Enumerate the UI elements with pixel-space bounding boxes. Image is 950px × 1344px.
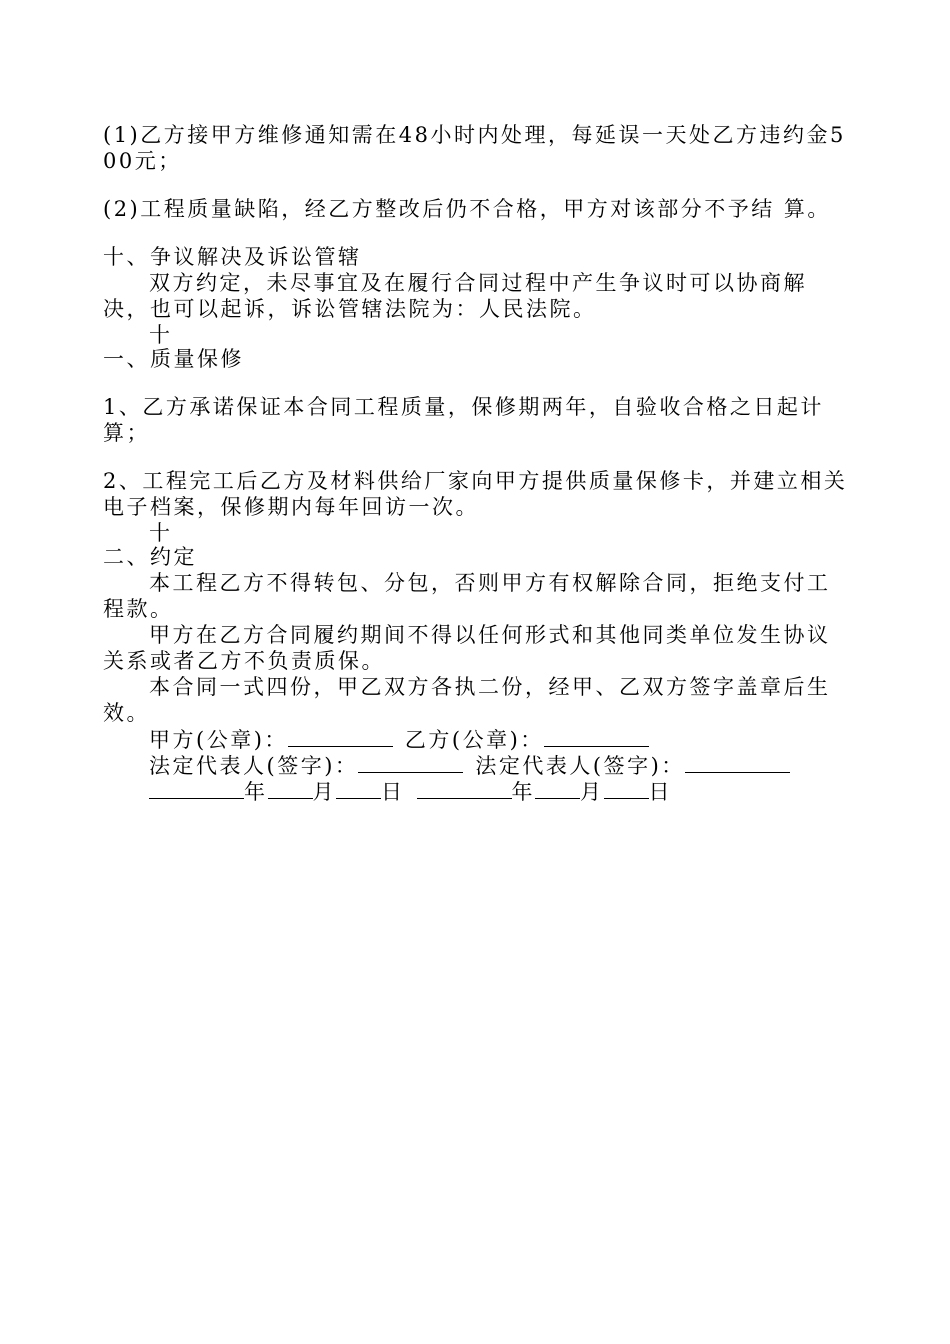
party-a-seal-blank[interactable] bbox=[288, 726, 393, 747]
year-label: 年 bbox=[511, 780, 535, 804]
party-b-rep-blank[interactable] bbox=[685, 752, 790, 773]
party-a-seal-label: 甲方(公章)： bbox=[149, 728, 288, 752]
year-label: 年 bbox=[244, 780, 268, 804]
contract-page bbox=[103, 122, 853, 804]
representative-line bbox=[103, 752, 853, 778]
month-label: 月 bbox=[312, 780, 336, 804]
party-b-seal-blank[interactable] bbox=[544, 726, 649, 747]
section-11-heading-part1: 十 bbox=[149, 323, 173, 347]
day-label: 日 bbox=[381, 780, 405, 804]
section-11-heading: 一、质量保修 bbox=[103, 347, 244, 371]
spacer bbox=[103, 222, 853, 244]
section-11-item-2: 2、工程完工后乙方及材料供给厂家向甲方提供质量保修卡，并建立相关电子档案，保修期内每年回访一次。 bbox=[103, 469, 848, 519]
spacer bbox=[103, 174, 853, 196]
party-b-month-blank[interactable] bbox=[535, 778, 580, 799]
party-b-seal-label: 乙方(公章)： bbox=[404, 728, 544, 752]
section-12-paragraph-1: 本工程乙方不得转包、分包，否则甲方有权解除合同，拒绝支付工程款。 bbox=[103, 571, 831, 621]
clause-9-item-2: (2)工程质量缺陷，经乙方整改后仍不合格，甲方对该部分不予结 算。 bbox=[103, 197, 831, 221]
section-11-item-1: 1、乙方承诺保证本合同工程质量，保修期两年，自验收合格之日起计算； bbox=[103, 395, 824, 445]
section-12-heading: 二、约定 bbox=[103, 545, 197, 569]
party-a-day-blank[interactable] bbox=[336, 778, 381, 799]
section-12-paragraph-3: 本合同一式四份，甲乙双方各执二份，经甲、乙双方签字盖章后生效。 bbox=[103, 675, 831, 725]
party-a-month-blank[interactable] bbox=[268, 778, 313, 799]
party-a-rep-blank[interactable] bbox=[358, 752, 463, 773]
party-a-year-blank[interactable] bbox=[149, 778, 244, 799]
party-b-rep-label: 法定代表人(签字)： bbox=[475, 754, 685, 778]
day-label: 日 bbox=[648, 780, 672, 804]
spacer bbox=[103, 446, 853, 468]
spacer bbox=[103, 372, 853, 394]
party-a-rep-label: 法定代表人(签字)： bbox=[149, 754, 359, 778]
seal-line bbox=[103, 726, 853, 752]
party-b-day-blank[interactable] bbox=[604, 778, 649, 799]
party-b-year-blank[interactable] bbox=[417, 778, 512, 799]
section-10-body: 双方约定，未尽事宜及在履行合同过程中产生争议时可以协商解决，也可以起诉，诉讼管辖法院为：人民法院。 bbox=[103, 271, 807, 321]
month-label: 月 bbox=[580, 780, 604, 804]
clause-9-item-1: (1)乙方接甲方维修通知需在48小时内处理，每延误一天处乙方违约金500元； bbox=[103, 123, 846, 173]
section-12-paragraph-2: 甲方在乙方合同履约期间不得以任何形式和其他同类单位发生协议关系或者乙方不负责质保。 bbox=[103, 623, 831, 673]
date-line bbox=[103, 778, 853, 804]
section-10-heading: 十、争议解决及诉讼管辖 bbox=[103, 245, 362, 269]
section-12-heading-part1: 十 bbox=[149, 521, 173, 545]
